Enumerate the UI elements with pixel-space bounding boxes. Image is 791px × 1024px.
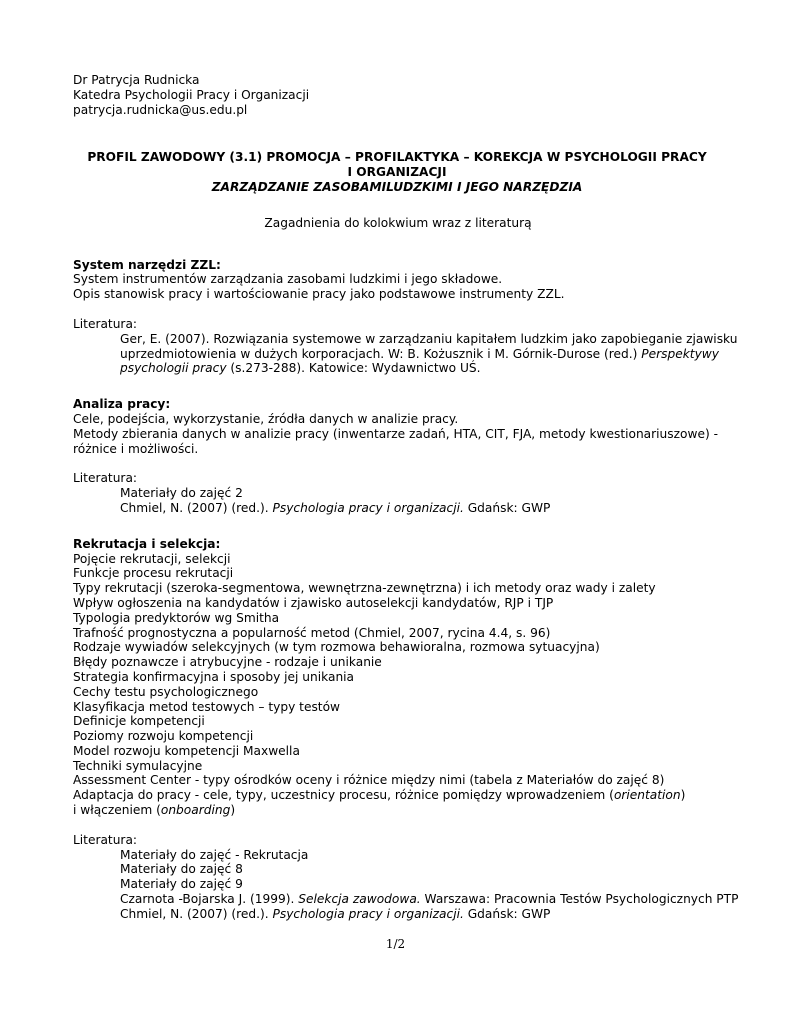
reference-text: Czarnota -Bojarska J. (1999).: [120, 892, 299, 907]
reference-line: [120, 361, 720, 376]
author-name: Dr Patrycja Rudnicka: [73, 73, 200, 87]
topic-item: Pojęcie rekrutacji, selekcji: [73, 551, 231, 566]
topic-item: Strategia konfirmacyjna i sposoby jej unikania: [73, 669, 355, 684]
topic-item: Trafność prognostyczna a popularność metod (Chmiel, 2007, rycina 4.4, s. 96): [73, 625, 551, 640]
reference-title: Psychologia pracy i organizacji.: [272, 906, 464, 921]
topic-term: orientation: [613, 788, 681, 803]
reference-line: [120, 907, 720, 922]
topic-item: Typologia predyktorów wg Smitha: [73, 610, 280, 625]
reference-text: Gdańsk: GWP: [463, 500, 551, 515]
document-subtitle: Zagadnienia do kolokwium wraz z literaturą: [264, 215, 532, 230]
section-heading: Analiza pracy:: [73, 397, 171, 412]
topic-text: ): [230, 803, 236, 818]
document-title: [73, 150, 723, 194]
reference-title: Perspektywy: [641, 346, 719, 361]
topic-item: Metody zbierania danych w analizie pracy (inwentarze zadań, HTA, CIT, FJA, metody kwestionariuszowe) -: [73, 426, 718, 441]
topic-item: Funkcje procesu rekrutacji: [73, 566, 234, 581]
topic-item: Definicje kompetencji: [73, 714, 205, 729]
reference-line: Materiały do zajęć - Rekrutacja: [120, 847, 309, 862]
reference-line: Materiały do zajęć 8: [120, 862, 243, 877]
topic-list: [73, 552, 723, 789]
topic-item: Błędy poznawcze i atrybucyjne - rodzaje i unikanie: [73, 655, 382, 670]
literature-reference: [73, 331, 738, 376]
reference-line: Materiały do zajęć 9: [120, 877, 243, 892]
reference-title: Selekcja zawodowa.: [298, 892, 421, 907]
topic-item: Klasyfikacja metod testowych – typy testów: [73, 699, 340, 714]
section-rekrutacja: [73, 536, 739, 922]
reference-title: Psychologia pracy i organizacji.: [272, 500, 464, 515]
title-line-3: ZARZĄDZANIE ZASOBAMILUDZKIMI I JEGO NARZĘDZIA: [211, 179, 583, 194]
author-department: Katedra Psychologii Pracy i Organizacji: [73, 87, 310, 102]
literature-list: [73, 847, 739, 922]
title-line-2: I ORGANIZACJI: [347, 165, 447, 180]
reference-text: Gdańsk: GWP: [463, 906, 551, 921]
reference-line: Materiały do zajęć 2: [120, 486, 243, 501]
reference-text: Chmiel, N. (2007) (red.).: [120, 500, 273, 515]
topic-term: onboarding: [160, 803, 231, 818]
topic-item: [73, 788, 723, 803]
reference-title: psychologii pracy: [120, 361, 227, 376]
reference-line: [120, 347, 720, 362]
topic-text: Adaptacja do pracy - cele, typy, uczestnicy procesu, różnice pomiędzy wprowadzeniem (: [73, 788, 614, 803]
author-email: patrycja.rudnicka@us.edu.pl: [73, 102, 248, 117]
literature-label: Literatura:: [73, 471, 138, 486]
section-heading: Rekrutacja i selekcja:: [73, 536, 221, 551]
topic-item: Techniki symulacyjne: [73, 758, 203, 773]
topic-text: i włączeniem (: [73, 803, 161, 818]
topic-item: System instrumentów zarządzania zasobami ludzkimi i jego składowe.: [73, 272, 503, 287]
section-zzl: [73, 257, 738, 377]
topic-item: Cele, podejścia, wykorzystanie, źródła danych w analizie pracy.: [73, 411, 459, 426]
topic-item: Wpływ ogłoszenia na kandydatów i zjawisko autoselekcji kandydatów, RJP i TJP: [73, 595, 554, 610]
topic-item: Typy rekrutacji (szeroka-segmentowa, wewnętrzna-zewnętrzna) i ich metody oraz wady i zalety: [73, 581, 656, 596]
topic-text: ): [680, 788, 686, 803]
reference-line: Ger, E. (2007). Rozwiązania systemowe w zarządzaniu kapitałem ludzkim jako zapobieganie zjawisku: [120, 331, 738, 346]
literature-label: Literatura:: [73, 832, 138, 847]
document-page: [73, 73, 739, 922]
topic-item: Rodzaje wywiadów selekcyjnych (w tym rozmowa behawioralna, rozmowa sytuacyjna): [73, 640, 600, 655]
topic-item: Model rozwoju kompetencji Maxwella: [73, 743, 300, 758]
topic-item: Cechy testu psychologicznego: [73, 684, 259, 699]
topic-item: Assessment Center - typy ośrodków oceny i różnice między nimi (tabela z Materiałów do zajęć 8): [73, 773, 665, 788]
title-line-1: PROFIL ZAWODOWY (3.1) PROMOCJA – PROFILAKTYKA – KOREKCJA W PSYCHOLOGII PRACY: [87, 150, 707, 165]
section-analiza: [73, 397, 723, 516]
page-number: 1/2: [385, 937, 406, 951]
topic-item: Opis stanowisk pracy i wartościowanie pracy jako podstawowe instrumenty ZZL.: [73, 287, 565, 302]
reference-line: [120, 892, 739, 907]
reference-line: [120, 501, 720, 516]
section-heading: System narzędzi ZZL:: [73, 257, 221, 272]
reference-text: uprzedmiotowienia w dużych korporacjach. W: B. Kożusznik i M. Górnik-Durose (red.): [120, 346, 642, 361]
reference-text: Warszawa: Pracownia Testów Psychologicznych PTP: [420, 892, 739, 907]
author-block: [73, 73, 723, 117]
topic-item: [73, 803, 723, 818]
literature-list: [73, 486, 720, 516]
topic-item: różnice i możliwości.: [73, 441, 199, 456]
topic-item: Poziomy rozwoju kompetencji: [73, 729, 254, 744]
reference-text: (s.273-288). Katowice: Wydawnictwo UŚ.: [226, 361, 481, 376]
reference-text: Chmiel, N. (2007) (red.).: [120, 906, 273, 921]
literature-label: Literatura:: [73, 316, 138, 331]
